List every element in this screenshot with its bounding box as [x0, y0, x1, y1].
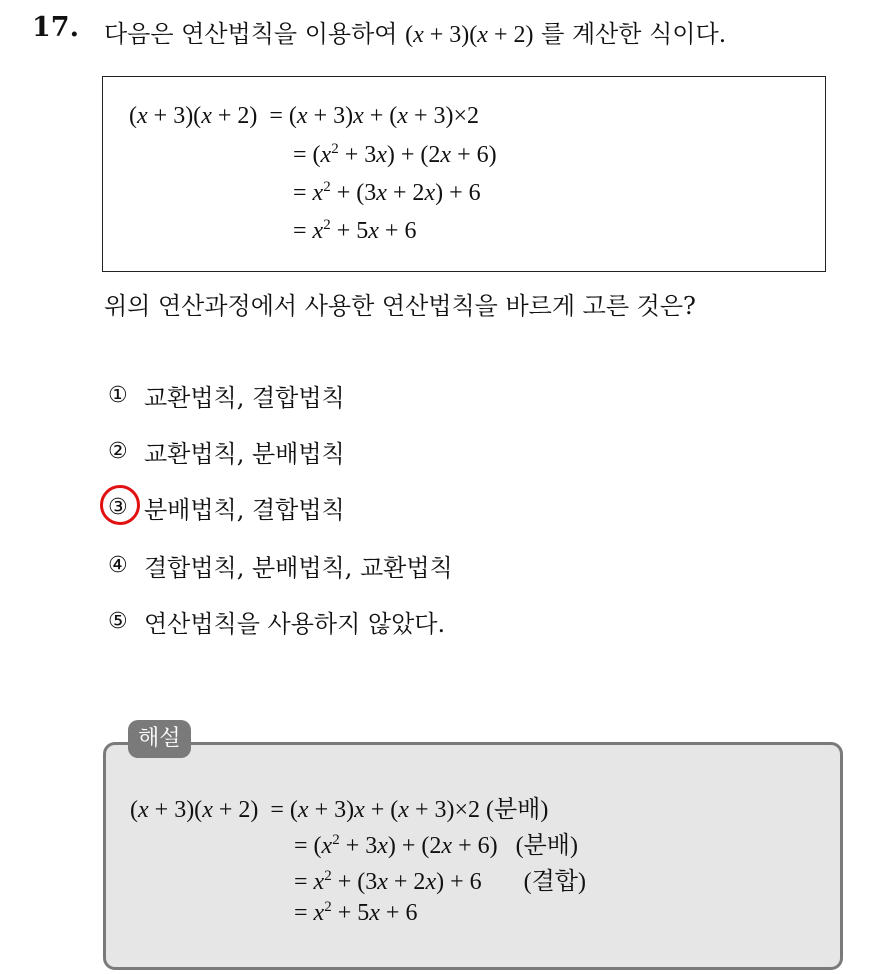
- question-prefix: 다음은 연산법칙을 이용하여: [104, 20, 398, 48]
- choice-1[interactable]: [108, 378, 345, 413]
- choice-text: 연산법칙을 사용하지 않았다.: [144, 610, 446, 638]
- solution-note: (결합): [523, 869, 586, 895]
- choice-3[interactable]: [108, 490, 345, 525]
- calculation-box: [102, 76, 826, 272]
- question-expression: (x + 3)(x + 2): [405, 22, 534, 48]
- choice-4[interactable]: [108, 548, 453, 583]
- selected-answer-circle: [100, 485, 140, 525]
- choice-number: ①: [108, 383, 128, 408]
- choice-5[interactable]: [108, 604, 445, 639]
- solution-tag: 해설: [128, 720, 191, 758]
- box-line-3: = $x^2 + (3x + 2x) + 6$: [293, 179, 481, 206]
- question-prompt: 위의 연산과정에서 사용한 연산법칙을 바르게 고른 것은?: [104, 292, 696, 320]
- solution-note: (분배): [515, 833, 578, 859]
- solution-box: [103, 742, 843, 970]
- choice-text: 분배법칙, 결합법칙: [144, 496, 345, 524]
- choice-text: 결합법칙, 분배법칙, 교환법칙: [144, 554, 453, 582]
- choice-text: 교환법칙, 분배법칙: [144, 440, 345, 468]
- box-line-2: = $(x^2 + 3x) + (2x + 6)$: [293, 141, 497, 168]
- solution-line-3: = $x^2 + (3x + 2x) + 6$ (결합): [294, 868, 586, 895]
- question-suffix: 를 계산한 식이다.: [541, 20, 727, 48]
- solution-line-2: = $(x^2 + 3x) + (2x + 6)$ (분배): [294, 832, 578, 859]
- question-number: 17.: [32, 12, 79, 43]
- solution-line-1: (x + 3)(x + 2) = (x + 3)x + (x + 3)×2 (분배): [130, 797, 549, 823]
- choice-number: ②: [108, 439, 128, 464]
- choice-number: ⑤: [108, 609, 128, 634]
- box-line-4: = $x^2 + 5x + 6$: [293, 217, 417, 244]
- solution-line-4: = $x^2 + 5x + 6$: [294, 899, 418, 926]
- question-text: [104, 14, 726, 49]
- choice-number: ③: [108, 495, 128, 520]
- choice-2[interactable]: [108, 434, 345, 469]
- choice-text: 교환법칙, 결합법칙: [144, 384, 345, 412]
- box-line-1: (x + 3)(x + 2) = (x + 3)x + (x + 3)×2: [129, 103, 479, 129]
- choice-number: ④: [108, 553, 128, 578]
- solution-note: (분배): [486, 797, 549, 823]
